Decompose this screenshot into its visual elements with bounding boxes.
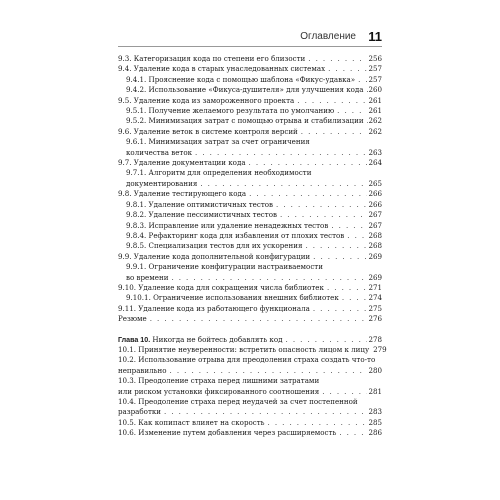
toc-entry[interactable]: [118, 376, 382, 397]
toc-page-number: 268: [368, 241, 382, 251]
toc-entry-title: неправильно: [118, 365, 167, 375]
toc-entry-row: [118, 335, 382, 345]
toc-entry-row: [126, 241, 382, 251]
toc-entry[interactable]: [118, 355, 382, 376]
dot-leader: [164, 407, 367, 417]
toc-entry-title: количества веток: [126, 147, 193, 157]
toc-page-number: 269: [368, 251, 382, 261]
toc-page-number: 256: [368, 54, 382, 63]
toc-entry-title: 9.10.1. Ограничение использования внешних библиотек: [126, 293, 339, 303]
toc-entry-title: разработки: [118, 407, 162, 417]
toc-entry[interactable]: [118, 75, 382, 85]
toc-page-number: 261: [368, 106, 382, 116]
toc-page-number: 262: [368, 126, 382, 136]
toc-entry-row: [118, 366, 382, 376]
toc-entry-title-line: 9.7.1. Алгоритм для определения необходимости: [126, 168, 312, 178]
toc-entry-row: [126, 221, 382, 231]
toc-entry[interactable]: [118, 96, 382, 106]
toc-page-number: 262: [368, 116, 382, 126]
toc-entry-row: [118, 314, 382, 324]
toc-page-number: 264: [368, 158, 382, 168]
dot-leader: [347, 231, 367, 241]
toc-entry-row: [126, 273, 382, 283]
toc-entry-title: 9.5. Удаление кода из замороженного проекта: [118, 95, 295, 105]
toc-entry-title: [118, 335, 283, 345]
toc-page-number: 268: [368, 230, 382, 240]
toc-page-number: 263: [368, 147, 382, 157]
toc-entry[interactable]: [118, 262, 382, 283]
toc-page-number: 274: [368, 293, 382, 303]
toc-entry-title: 10.1. Принятие неуверенности: встретить опасность лицом к лицу: [118, 344, 370, 354]
toc-page-number: 257: [368, 74, 382, 84]
toc-entry[interactable]: [118, 314, 382, 324]
toc-entry-title: 9.8. Удаление тестирующего кода: [118, 189, 247, 199]
toc-page-number: 269: [368, 272, 382, 282]
toc-entry-title: 9.5.2. Минимизация затрат с помощью отрыва и стабилизации: [126, 116, 364, 126]
toc-entry-row: [126, 179, 382, 189]
dot-leader: [170, 366, 368, 376]
toc-entry-row: [118, 252, 382, 262]
toc-entry-title: 9.8.1. Удаление оптимистичных тестов: [126, 199, 274, 209]
toc-entry-title: 9.6. Удаление веток в системе контроля версий: [118, 126, 298, 136]
toc-page-number: 267: [368, 220, 382, 230]
chapter-title: Никогда не бойтесь добавлять код: [150, 334, 283, 344]
dot-leader: [339, 428, 367, 438]
toc-entry-title-line: 9.6.1. Минимизация затрат за счет ограничения: [126, 137, 310, 147]
dot-leader: [342, 293, 368, 303]
toc-page-number: 271: [368, 282, 382, 292]
toc-entry-title: 9.3. Категоризация кода по степени его близости: [118, 54, 306, 63]
toc-entry-row: [118, 387, 382, 397]
dot-leader: [331, 221, 367, 231]
toc-page-number: 266: [368, 189, 382, 199]
toc-entry-row: [118, 344, 387, 355]
toc-entry[interactable]: [118, 231, 382, 241]
toc-entry-row: [126, 293, 382, 303]
page-number: 11: [368, 29, 382, 44]
toc-entry[interactable]: [118, 221, 382, 231]
toc-entry-title: 9.11. Удаление кода из работающего функционала: [118, 303, 310, 313]
dot-leader: [322, 387, 367, 397]
toc-entry-row: [126, 116, 382, 126]
dot-leader: [249, 189, 367, 199]
toc-page-number: 283: [368, 407, 382, 417]
toc-entry[interactable]: [118, 344, 387, 355]
toc-entry[interactable]: [118, 137, 382, 158]
dot-leader: [327, 283, 368, 293]
dot-leader: [308, 54, 367, 64]
toc-entry-title: документирования: [126, 178, 198, 188]
toc-page-number: 276: [368, 314, 382, 324]
page-header: [118, 26, 382, 47]
toc-entry-title-line: 10.2. Использование отрыва для преодоления страха создать что-то: [118, 355, 376, 365]
toc-page-number: 257: [368, 64, 382, 74]
toc-entry[interactable]: [118, 158, 382, 168]
toc-entry[interactable]: [118, 189, 382, 199]
toc-entry-title: во времени: [126, 272, 169, 282]
toc-page-number: 266: [368, 199, 382, 209]
toc-page-number: 260: [368, 85, 382, 95]
toc-entry[interactable]: [118, 241, 382, 251]
dot-leader: [268, 418, 368, 428]
dot-leader: [150, 314, 368, 324]
toc-entry-row: [118, 158, 382, 168]
toc-entry-row: [118, 64, 382, 74]
toc-chapter-entry[interactable]: [118, 335, 382, 345]
toc-entry-row: [126, 148, 382, 158]
dot-leader: [297, 96, 367, 106]
table-of-contents: [118, 54, 387, 439]
toc-entry-title: 10.5. Как копипаст влияет на скорость: [118, 417, 265, 427]
dot-leader: [305, 241, 367, 251]
toc-entry-title-line: 10.3. Преодоление страха перед лишними затратами: [118, 376, 320, 386]
toc-entry[interactable]: [118, 252, 382, 262]
chapter-number: Глава 10.: [118, 335, 151, 344]
toc-entry-row: [118, 189, 382, 199]
toc-entry[interactable]: [118, 54, 382, 64]
toc-page-number: 280: [368, 365, 382, 375]
toc-entry[interactable]: [118, 85, 382, 95]
toc-entry-title: 10.6. Изменение путем добавления через расширяемость: [118, 428, 337, 438]
toc-entry-row: [126, 200, 382, 210]
section-gap: [118, 325, 382, 335]
dot-leader: [367, 85, 368, 95]
dot-leader: [313, 252, 367, 262]
toc-entry-title: 9.8.5. Специализация тестов для их ускорения: [126, 241, 303, 251]
toc-entry-row: [126, 75, 382, 85]
dot-leader: [276, 200, 367, 210]
toc-entry-row: [118, 127, 382, 137]
toc-entry-row: [118, 283, 382, 293]
toc-page-number: 281: [368, 386, 382, 396]
toc-entry[interactable]: [118, 168, 382, 189]
toc-entry-row: [118, 96, 382, 106]
toc-page-number: 279: [373, 344, 387, 354]
toc-entry[interactable]: [118, 428, 382, 438]
toc-entry[interactable]: [118, 397, 382, 418]
toc-page-number: 278: [368, 334, 382, 344]
toc-entry-title-line: 9.9.1. Ограничение конфигурации настраиваемости: [126, 262, 323, 272]
toc-entry-title: 9.10. Удаление кода для сокращения числа библиотек: [118, 282, 324, 292]
toc-entry[interactable]: [118, 127, 382, 137]
toc-entry-title: 9.4.2. Использование «Фикуса-душителя» для улучшения кода: [126, 85, 364, 95]
toc-page-number: 286: [368, 428, 382, 438]
toc-entry-title-line: 10.4. Преодоление страха перед неудачей за счет постепенной: [118, 397, 358, 406]
dot-leader: [301, 127, 368, 137]
toc-page-number: 267: [368, 210, 382, 220]
toc-page-number: 275: [368, 303, 382, 313]
toc-entry-title: 9.8.2. Удаление пессимистичных тестов: [126, 210, 277, 220]
dot-leader: [200, 179, 367, 189]
dot-leader: [171, 273, 367, 283]
dot-leader: [328, 64, 367, 74]
toc-entry-title: 9.7. Удаление документации кода: [118, 158, 246, 168]
toc-entry-row: [126, 85, 382, 95]
toc-entry-row: [118, 54, 382, 64]
toc-entry[interactable]: [118, 210, 382, 220]
toc-entry[interactable]: [118, 106, 382, 116]
dot-leader: [286, 335, 368, 345]
dot-leader: [195, 148, 367, 158]
dot-leader: [249, 158, 368, 168]
dot-leader: [337, 106, 367, 116]
toc-entry-title: 9.4.1. Прояснение кода с помощью шаблона «Фикус-удавка»: [126, 74, 356, 84]
toc-entry[interactable]: [118, 293, 382, 303]
toc-page-number: 265: [368, 178, 382, 188]
toc-entry[interactable]: [118, 116, 382, 126]
toc-entry-row: [118, 418, 382, 428]
toc-entry-row: [118, 428, 382, 438]
toc-entry-row: [118, 407, 382, 417]
toc-page-number: 261: [368, 95, 382, 105]
running-head-label: Оглавление: [300, 31, 356, 42]
toc-page-number: 285: [368, 417, 382, 427]
toc-entry-row: [126, 210, 382, 220]
toc-entry-title: 9.5.1. Получение желаемого результата по умолчанию: [126, 106, 335, 116]
dot-leader: [358, 75, 367, 85]
toc-entry-title: 9.8.3. Исправление или удаление ненадежных тестов: [126, 220, 329, 230]
toc-entry-title: или риском установки фиксированного соотношения: [118, 386, 320, 396]
dot-leader: [367, 116, 368, 126]
toc-entry-title: Резюме: [118, 314, 147, 324]
toc-entry[interactable]: [118, 64, 382, 74]
toc-entry-row: [126, 106, 382, 116]
toc-entry[interactable]: [118, 200, 382, 210]
toc-entry[interactable]: [118, 283, 382, 293]
toc-entry-title: 9.4. Удаление кода в старых унаследованных системах: [118, 64, 326, 74]
toc-entry-title: 9.9. Удаление кода дополнительной конфигурации: [118, 251, 311, 261]
toc-entry[interactable]: [118, 418, 382, 428]
toc-entry-row: [126, 231, 382, 241]
toc-entry[interactable]: [118, 304, 382, 314]
dot-leader: [313, 304, 368, 314]
dot-leader: [280, 210, 367, 220]
toc-entry-title: 9.8.4. Рефакторинг кода для избавления от плохих тестов: [126, 230, 345, 240]
toc-entry-row: [118, 304, 382, 314]
